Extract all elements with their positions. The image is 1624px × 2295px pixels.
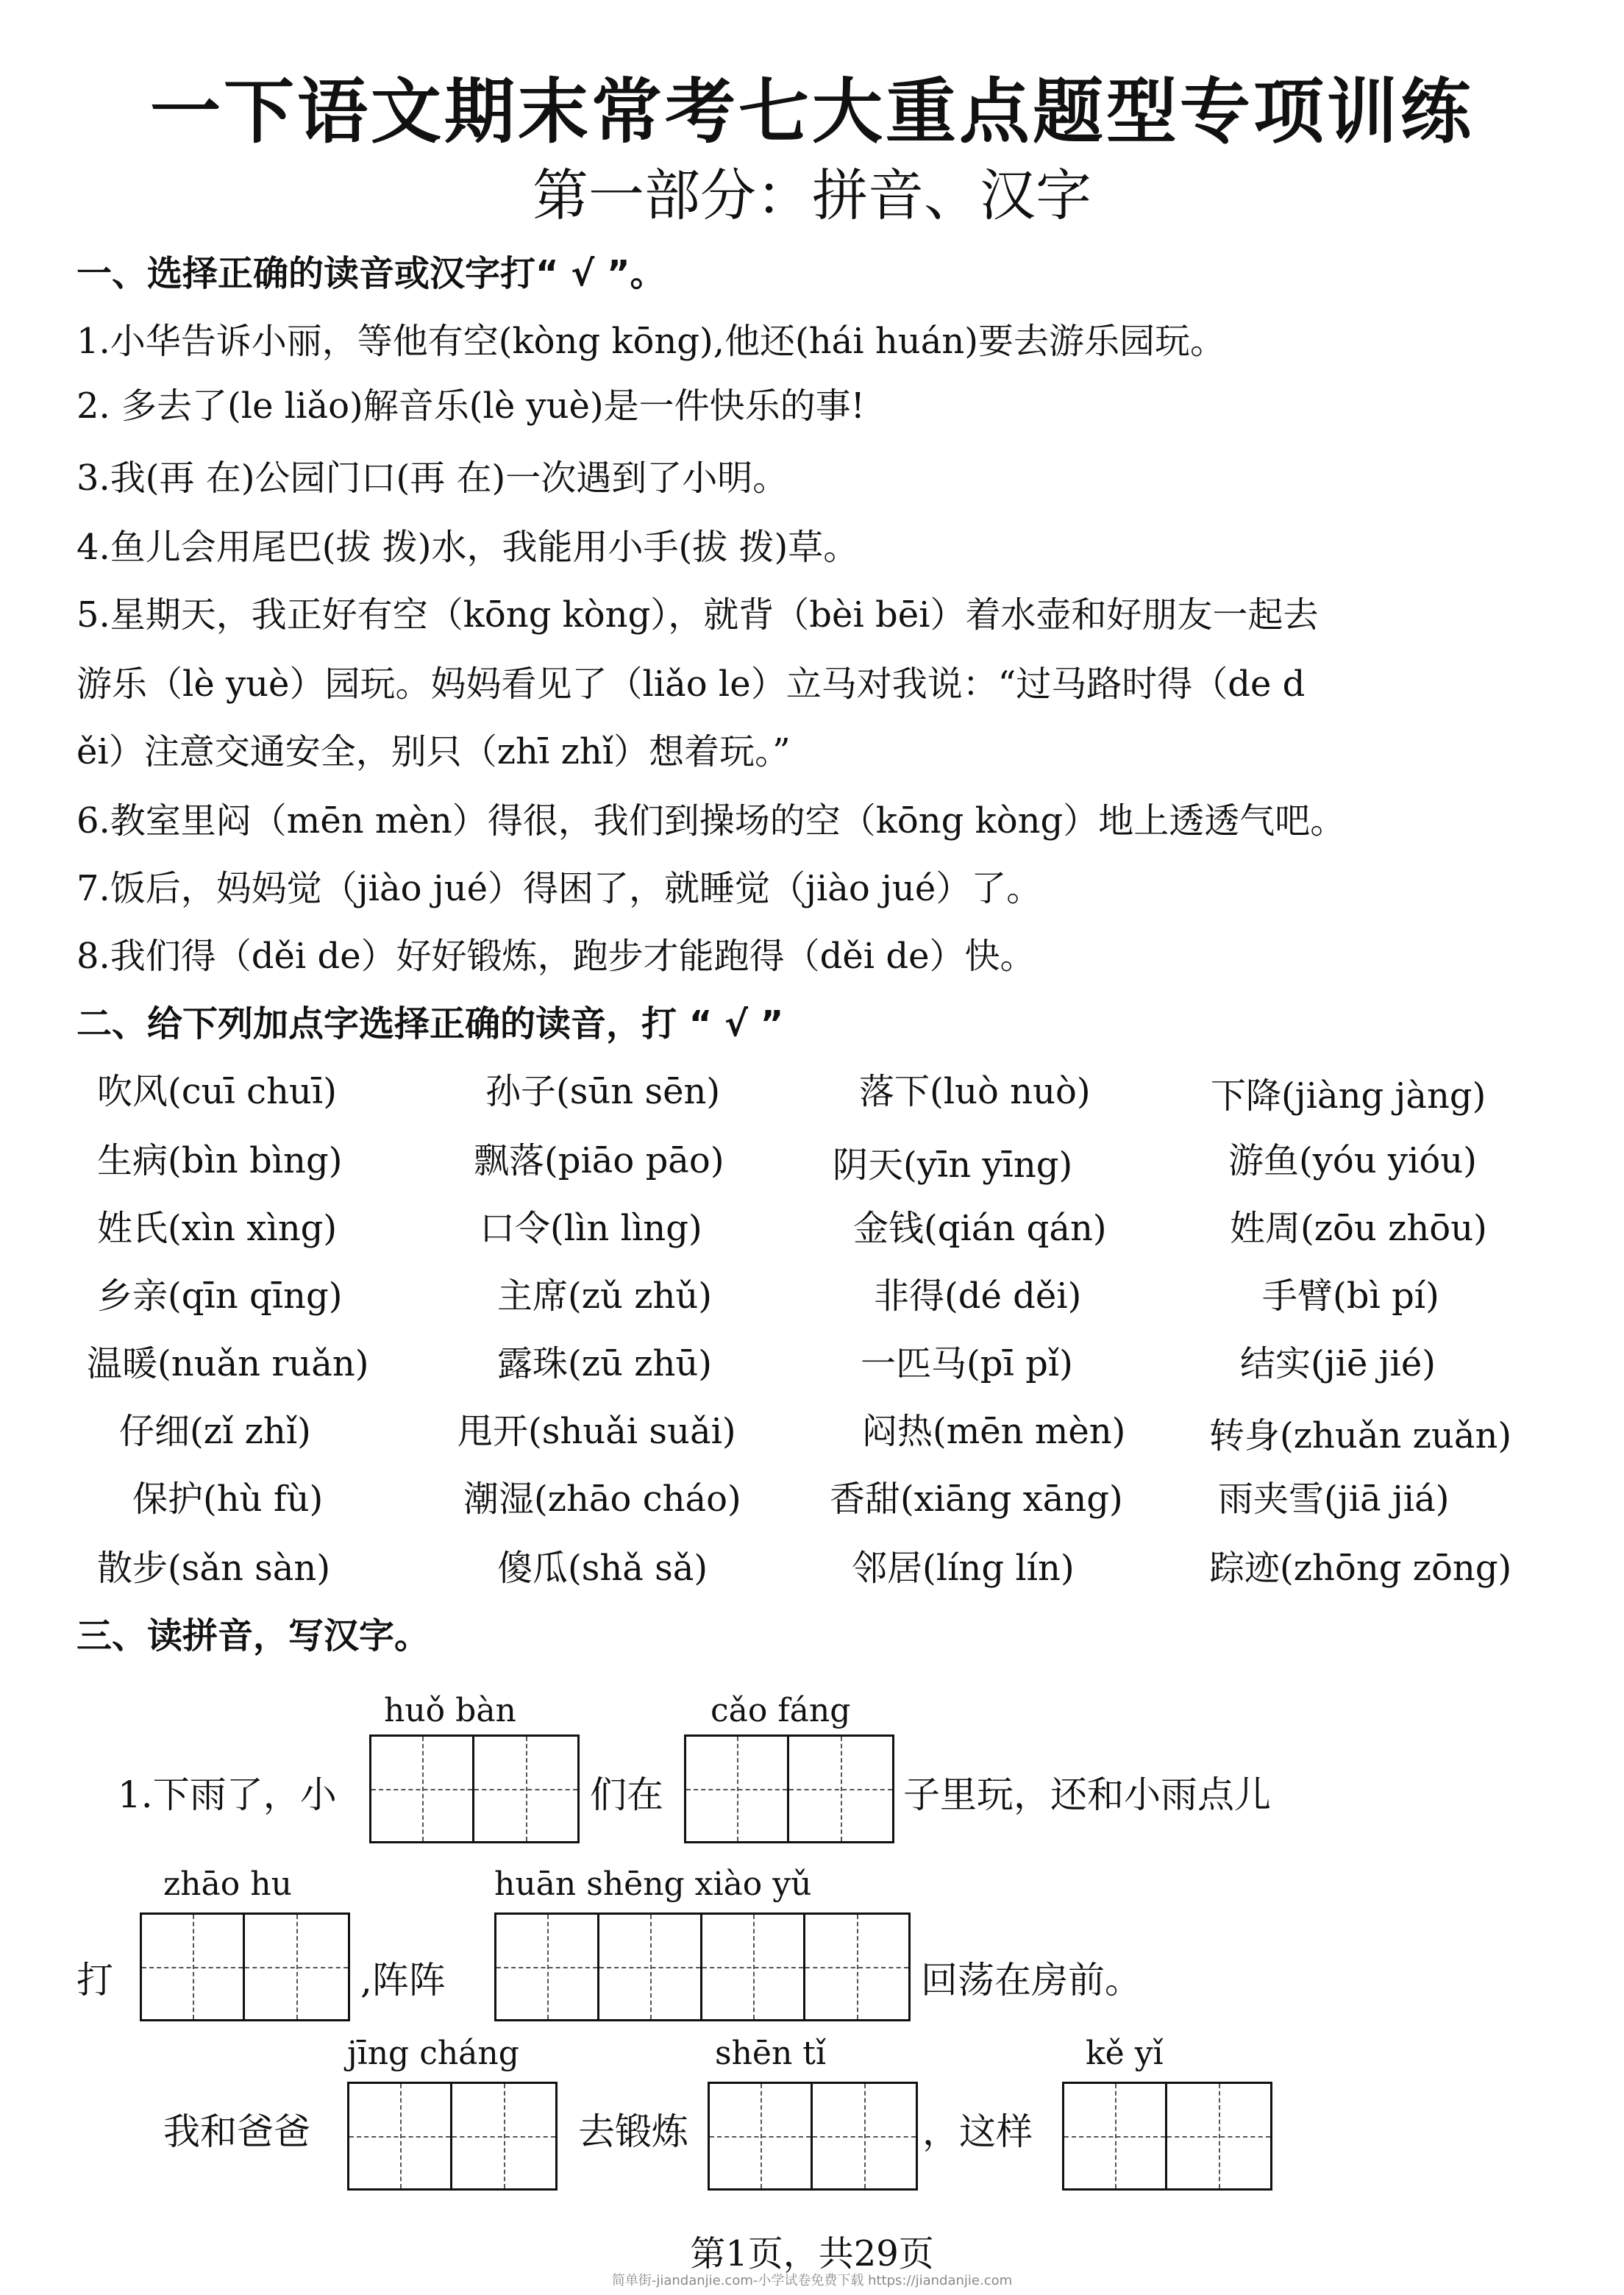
question-line: 游乐（lè yuè）园玩。妈妈看见了（liǎo le）立马对我说：“过马路时得（de d bbox=[76, 663, 1306, 705]
word-item: 孙子(sūn sēn) bbox=[485, 1071, 721, 1112]
section3-heading: 三、读拼音，写汉字。 bbox=[76, 1615, 430, 1657]
word-item: 香甜(xiāng xāng) bbox=[830, 1479, 1123, 1520]
word-item: 主席(zǔ zhǔ) bbox=[497, 1275, 713, 1317]
question-line: 5.星期天，我正好有空（kōng kòng），就背（bèi bēi）着水壶和好朋友一起去 bbox=[76, 594, 1319, 636]
sentence-text: 们在 bbox=[590, 1773, 663, 1816]
pinyin-prompt: shēn tǐ bbox=[715, 2035, 827, 2072]
word-item: 傻瓜(shǎ sǎ) bbox=[497, 1548, 708, 1589]
pinyin-prompt: kě yǐ bbox=[1086, 2035, 1164, 2072]
word-item: 露珠(zū zhū) bbox=[497, 1343, 713, 1384]
word-item: 游鱼(yóu yióu) bbox=[1228, 1140, 1477, 1181]
word-item: 结实(jiē jié) bbox=[1240, 1343, 1436, 1384]
word-item: 邻居(líng lín) bbox=[852, 1548, 1075, 1589]
word-item: 落下(luò nuò) bbox=[859, 1071, 1091, 1112]
pinyin-prompt: huān shēng xiào yǔ bbox=[494, 1865, 812, 1903]
question-line: 1.小华告诉小丽，等他有空(kòng kōng),他还(hái huán)要去游乐园玩。 bbox=[76, 321, 1225, 362]
sentence-text: 打 bbox=[76, 1959, 113, 2002]
sentence-text: 我和爸爸 bbox=[163, 2110, 310, 2153]
pinyin-prompt: zhāo hu bbox=[163, 1865, 292, 1903]
tianzige-answer-grid[interactable] bbox=[1062, 2082, 1272, 2191]
word-item: 踪迹(zhōng zōng) bbox=[1209, 1548, 1512, 1589]
word-item: 姓周(zōu zhōu) bbox=[1230, 1208, 1487, 1249]
pinyin-prompt: jīng cháng bbox=[347, 2035, 519, 2072]
tianzige-answer-grid[interactable] bbox=[708, 2082, 918, 2191]
question-line: 6.教室里闷（mēn mèn）得很，我们到操场的空（kōng kòng）地上透透气吧。 bbox=[76, 800, 1346, 842]
word-item: 转身(zhuǎn zuǎn) bbox=[1209, 1415, 1512, 1456]
question-line: 4.鱼儿会用尾巴(拔 拨)水，我能用小手(拔 拨)草。 bbox=[76, 527, 859, 568]
word-item: 飘落(piāo pāo) bbox=[474, 1140, 724, 1181]
answer-box[interactable] bbox=[349, 2084, 452, 2188]
word-item: 口令(lìn lìng) bbox=[480, 1208, 702, 1249]
word-item: 保护(hù fù) bbox=[132, 1479, 324, 1520]
word-item: 雨夹雪(jiā jiá) bbox=[1218, 1479, 1450, 1520]
word-item: 一匹马(pī pǐ) bbox=[861, 1343, 1073, 1384]
word-item: 散步(sǎn sàn) bbox=[97, 1548, 331, 1589]
question-line: 2. 多去了(le liǎo)解音乐(lè yuè)是一件快乐的事! bbox=[76, 385, 865, 427]
answer-box[interactable] bbox=[686, 1737, 789, 1841]
tianzige-answer-grid[interactable] bbox=[684, 1734, 894, 1843]
answer-box[interactable] bbox=[789, 1737, 892, 1841]
word-item: 阴天(yīn yīng) bbox=[833, 1145, 1073, 1186]
sentence-text: ,阵阵 bbox=[360, 1959, 446, 2002]
word-item: 下降(jiàng jàng) bbox=[1211, 1075, 1486, 1117]
word-item: 手臂(bì pí) bbox=[1262, 1275, 1439, 1317]
sentence-text: 1.下雨了，小 bbox=[118, 1773, 337, 1816]
word-item: 温暖(nuǎn ruǎn) bbox=[87, 1343, 369, 1384]
answer-box[interactable] bbox=[474, 1737, 577, 1841]
word-item: 非得(dé děi) bbox=[874, 1275, 1082, 1317]
answer-box[interactable] bbox=[1167, 2084, 1270, 2188]
section2-heading: 二、给下列加点字选择正确的读音，打 “ √ ” bbox=[76, 1003, 784, 1045]
tianzige-answer-grid[interactable] bbox=[347, 2082, 558, 2191]
section1-heading: 一、选择正确的读音或汉字打“ √ ”。 bbox=[76, 253, 666, 294]
tianzige-answer-grid[interactable] bbox=[494, 1913, 911, 2021]
answer-box[interactable] bbox=[371, 1737, 474, 1841]
answer-box[interactable] bbox=[805, 1915, 908, 2019]
answer-box[interactable] bbox=[710, 2084, 813, 2188]
question-line: 7.饭后，妈妈觉（jiào jué）得困了，就睡觉（jiào jué）了。 bbox=[76, 868, 1042, 909]
page-number: 第1页，共29页 bbox=[690, 2233, 934, 2274]
answer-box[interactable] bbox=[452, 2084, 555, 2188]
sentence-text: 子里玩，还和小雨点儿 bbox=[903, 1773, 1271, 1816]
answer-box[interactable] bbox=[245, 1915, 348, 2019]
question-line: 8.我们得（děi de）好好锻炼，跑步才能跑得（děi de）快。 bbox=[76, 936, 1036, 977]
word-item: 闷热(mēn mèn) bbox=[862, 1411, 1126, 1452]
question-line: 3.我(再 在)公园门口(再 在)一次遇到了小明。 bbox=[76, 458, 788, 499]
question-line: ěi）注意交通安全，别只（zhī zhǐ）想着玩。” bbox=[76, 731, 791, 772]
sentence-text: 回荡在房前。 bbox=[921, 1959, 1142, 2002]
tianzige-answer-grid[interactable] bbox=[140, 1913, 350, 2021]
word-item: 金钱(qián qán) bbox=[853, 1208, 1107, 1249]
pinyin-prompt: cǎo fáng bbox=[710, 1692, 851, 1729]
word-item: 生病(bìn bìng) bbox=[97, 1140, 343, 1181]
word-item: 仔细(zǐ zhǐ) bbox=[119, 1411, 311, 1452]
word-item: 乡亲(qīn qīng) bbox=[97, 1275, 343, 1317]
pinyin-prompt: huǒ bàn bbox=[384, 1692, 516, 1729]
sentence-text: 去锻炼 bbox=[578, 2110, 688, 2153]
word-item: 甩开(shuǎi suǎi) bbox=[457, 1411, 736, 1452]
tianzige-answer-grid[interactable] bbox=[369, 1734, 580, 1843]
answer-box[interactable] bbox=[599, 1915, 702, 2019]
answer-box[interactable] bbox=[496, 1915, 599, 2019]
watermark-text: 简单街-jiandanjie.com-小学试卷免费下载 https://jiandanjie.com bbox=[611, 2273, 1013, 2288]
sentence-text: ，这样 bbox=[922, 2110, 1033, 2153]
answer-box[interactable] bbox=[1064, 2084, 1167, 2188]
document-subtitle: 第一部分：拼音、汉字 bbox=[533, 163, 1091, 228]
document-title: 一下语文期末常考七大重点题型专项训练 bbox=[150, 71, 1474, 153]
word-item: 潮湿(zhāo cháo) bbox=[463, 1479, 741, 1520]
word-item: 吹风(cuī chuī) bbox=[97, 1071, 337, 1112]
answer-box[interactable] bbox=[142, 1915, 245, 2019]
word-item: 姓氏(xìn xìng) bbox=[97, 1208, 338, 1249]
answer-box[interactable] bbox=[702, 1915, 805, 2019]
answer-box[interactable] bbox=[813, 2084, 916, 2188]
